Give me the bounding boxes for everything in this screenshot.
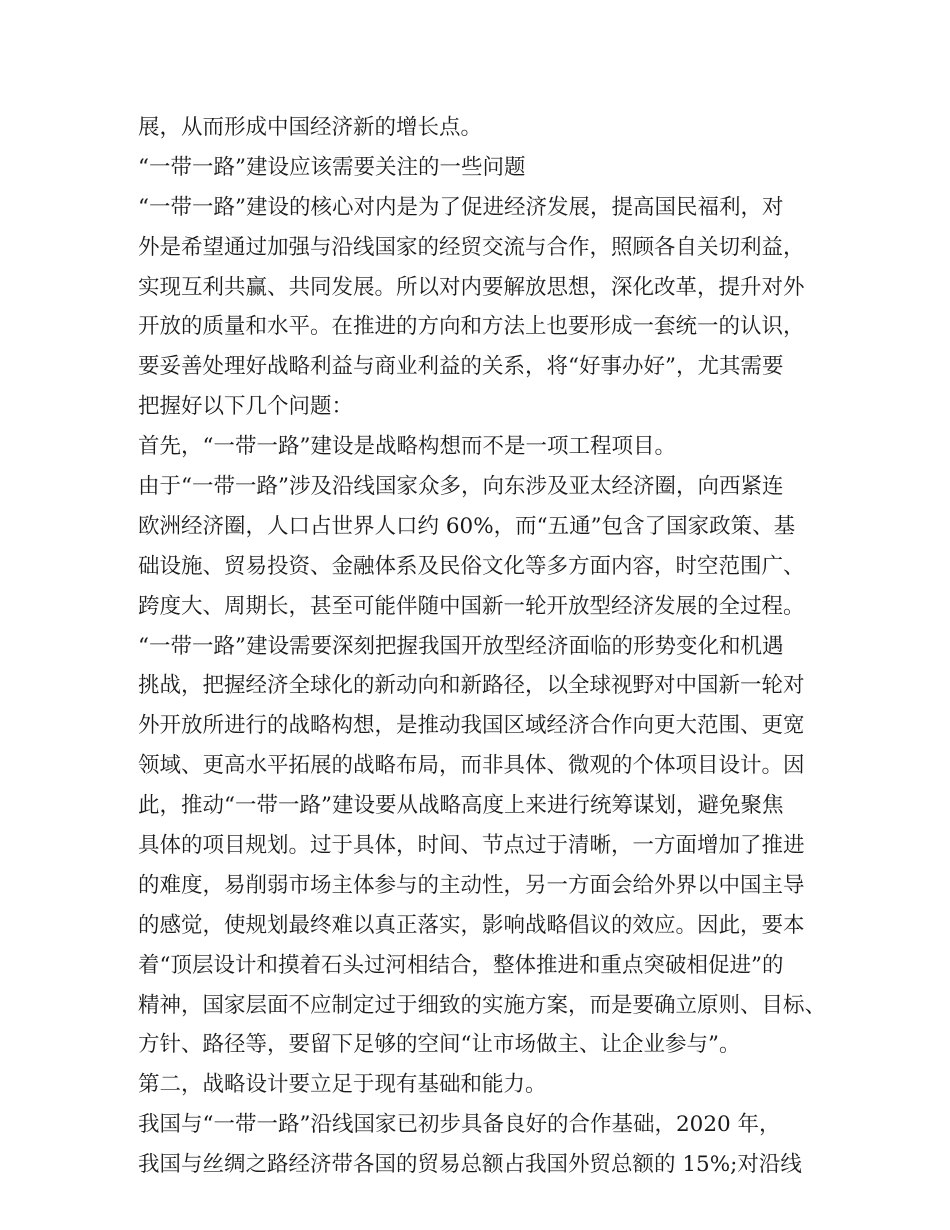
subheading-second: 第二，战略设计要立足于现有基础和能力。 (138, 1072, 547, 1098)
text-line: 着“顶层设计和摸着石头过河相结合，整体推进和重点突破相促进”的 (138, 952, 784, 978)
text-line: 挑战，把握经济全球化的新动向和新路径，以全球视野对中国新一轮对 (138, 673, 805, 699)
text-line: 方针、路径等，要留下足够的空间“让市场做主、让企业参与”。 (138, 1032, 741, 1058)
body-text (138, 108, 838, 1185)
text-line: 开放的质量和水平。在推进的方向和方法上也要形成一套统一的认识， (138, 314, 805, 340)
text-line: 具体的项目规划。过于具体，时间、节点过于清晰，一方面增加了推进 (138, 833, 805, 859)
text-line: “一带一路”建设的核心对内是为了促进经济发展，提高国民福利，对 (138, 194, 784, 220)
section-heading: “一带一路”建设应该需要关注的一些问题 (138, 154, 526, 180)
text-line: 由于“一带一路”涉及沿线国家众多，向东涉及亚太经济圈，向西紧连 (138, 474, 784, 500)
text-line: 础设施、贸易投资、金融体系及民俗文化等多方面内容，时空范围广、 (138, 553, 805, 579)
text-line: 欧洲经济圈，人口占世界人口约 60%，而“五通”包含了国家政策、基 (138, 513, 796, 539)
text-line: 的感觉，使规划最终难以真正落实，影响战略倡议的效应。因此，要本 (138, 912, 805, 938)
text-line: 要妥善处理好战略利益与商业利益的关系，将“好事办好”，尤其需要 (138, 354, 784, 380)
text-line: 的难度，易削弱市场主体参与的主动性，另一方面会给外界以中国主导 (138, 872, 805, 898)
text-line: 跨度大、周期长，甚至可能伴随中国新一轮开放型经济发展的全过程。 (138, 593, 805, 619)
text-line: 展，从而形成中国经济新的增长点。 (138, 115, 483, 140)
text-line: 外开放所进行的战略构想，是推动我国区域经济合作向更大范围、更宽 (138, 713, 805, 739)
text-line: 领域、更高水平拓展的战略布局，而非具体、微观的个体项目设计。因 (138, 753, 805, 779)
text-line: 实现互利共赢、共同发展。所以对内要解放思想，深化改革，提升对外 (138, 274, 805, 300)
text-line: 我国与丝绸之路经济带各国的贸易总额占我国外贸总额的 15%;对沿线 (138, 1152, 802, 1178)
text-line: 我国与“一带一路”沿线国家已初步具备良好的合作基础，2020 年， (138, 1112, 781, 1138)
text-line: “一带一路”建设需要深刻把握我国开放型经济面临的形势变化和机遇 (138, 633, 784, 659)
text-line: 精神，国家层面不应制定过于细致的实施方案，而是要确立原则、目标、 (138, 992, 827, 1018)
subheading-first: 首先，“一带一路”建设是战略构想而不是一项工程项目。 (138, 434, 676, 460)
text-line: 外是希望通过加强与沿线国家的经贸交流与合作，照顾各自关切利益， (138, 234, 805, 260)
text-line: 把握好以下几个问题： (138, 394, 354, 420)
text-line: 此，推动“一带一路”建设要从战略高度上来进行统筹谋划，避免聚焦 (138, 793, 784, 819)
